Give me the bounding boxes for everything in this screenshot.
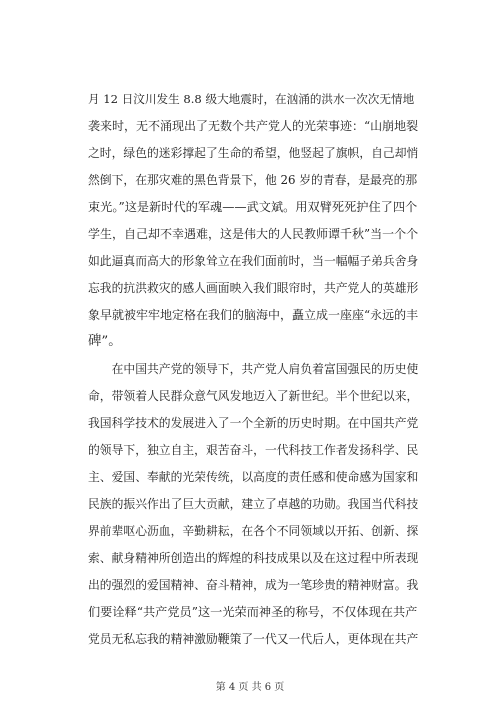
text-line: 界前辈呕心沥血，辛勤耕耘，在各个不同领域以开拓、创新、探 <box>88 524 419 538</box>
text-line: 在中国共产党的领导下，共产党人肩负着富国强民的历史使 <box>88 362 419 376</box>
text-line: 束光。”这是新时代的军魂——武文斌。用双臂死死护住了四个 <box>88 200 418 214</box>
text-line: 索、献身精神所创造出的辉煌的科技成果以及在这过程中所表现 <box>88 551 419 565</box>
text-line: 我国科学技术的发展进入了一个全新的历史时期。在中国共产党 <box>88 416 419 430</box>
text-line: 忘我的抗洪救灾的感人画面映入我们眼帘时，共产党人的英雄形 <box>88 281 419 295</box>
text-line: 然倒下，在那灾难的黑色背景下，他 26 岁的青春，是最亮的那 <box>88 173 418 187</box>
text-line: 象早就被牢牢地定格在我们的脑海中，矗立成一座座“永远的丰 <box>88 308 419 322</box>
text-line: 们要诠释“共产党员”这一光荣而神圣的称号，不仅体现在共产 <box>88 605 418 619</box>
text-line: 碑”。 <box>88 334 122 349</box>
text-line: 民族的振兴作出了巨大贡献，建立了卓越的功勋。我国当代科技 <box>88 497 419 511</box>
text-line: 月 12 日汶川发生 8.8 级大地震时，在汹涌的洪水一次次无情地 <box>88 92 415 106</box>
text-line: 如此逼真而高大的形象耸立在我们面前时，当一幅幅子弟兵舍身 <box>88 254 419 268</box>
page-number-footer: 第 4 页 共 6 页 <box>215 682 285 693</box>
text-line: 出的强烈的爱国精神、奋斗精神，成为一笔珍贵的精神财富。我 <box>88 578 419 592</box>
text-line: 之时，绿色的迷彩撑起了生命的希望，他竖起了旗帜，自己却悄 <box>88 146 419 160</box>
text-line: 学生，自己却不幸遇难，这是伟大的人民教师谭千秋”当一个个 <box>88 227 419 241</box>
text-line: 主、爱国、奉献的光荣传统，以高度的责任感和使命感为国家和 <box>88 470 419 484</box>
text-line: 袭来时，无不涌现出了无数个共产党人的光荣事迹：“山崩地裂 <box>88 119 419 133</box>
text-line: 命，带领着人民群众意气风发地迈入了新世纪。半个世纪以来， <box>88 389 419 403</box>
text-line: 党员无私忘我的精神激励鞭策了一代又一代后人，更体现在共产 <box>88 632 419 646</box>
text-line: 的领导下，独立自主，艰苦奋斗，一代科技工作者发扬科学、民 <box>88 443 419 457</box>
